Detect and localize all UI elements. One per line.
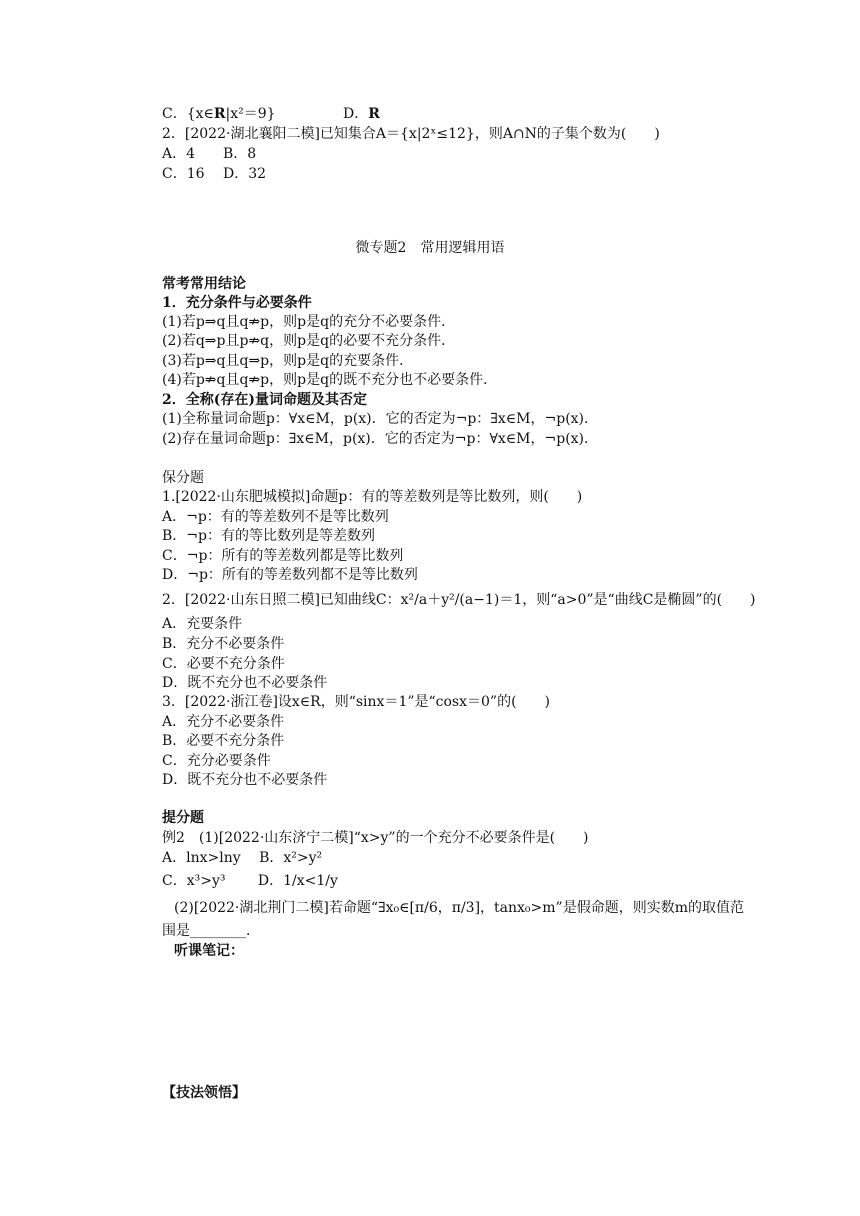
- option: C．充分必要条件: [162, 753, 271, 769]
- conclusion-item: (4)若p⇏q且q⇏p，则p是q的既不充分也不必要条件．: [162, 372, 498, 388]
- example-2-part-1: 例2 (1)[2022·山东济宁二模]“x>y”的一个充分不必要条件是( ): [162, 830, 589, 846]
- conclusions-sub2: 2．全称(存在)量词命题及其否定: [162, 392, 367, 408]
- option: B．必要不充分条件: [162, 733, 285, 749]
- example-2-part-2: (2)[2022·湖北荆门二模]若命题“∃x₀∈[π/6，π/3]，tanx₀>m”是假命题，则实数m的取值范: [174, 900, 744, 916]
- section-title: 微专题2 常用逻辑用语: [355, 240, 505, 256]
- option: B．充分不必要条件: [162, 636, 285, 652]
- conclusion-item: (3)若p⇒q且q⇒p，则p是q的充要条件．: [162, 353, 414, 369]
- example-2-part-2-cont: 围是________．: [162, 923, 260, 939]
- conclusions-heading: 常考常用结论: [162, 276, 246, 292]
- basic-question-3: 3．[2022·浙江卷]设x∈R，则“sinx＝1”是“cosx＝0”的( ): [162, 694, 551, 710]
- option: A．¬p：有的等差数列不是等比数列: [162, 509, 389, 525]
- basic-question-2: 2．[2022·山东日照二模]已知曲线C：x²/a＋y²/(a−1)＝1，则“a>0”是“曲线C是椭圆”的( ): [162, 592, 756, 608]
- option: C．必要不充分条件: [162, 656, 285, 672]
- option: B．¬p：有的等比数列是等差数列: [162, 528, 375, 544]
- conclusion-item: (1)全称量词命题p：∀x∈M，p(x)．它的否定为¬p：∃x∈M，¬p(x)．: [162, 411, 599, 427]
- conclusion-item: (2)若q⇒p且p⇏q，则p是q的必要不充分条件．: [162, 333, 456, 349]
- option: D．既不充分也不必要条件: [162, 675, 328, 691]
- question-2-set: 2．[2022·湖北襄阳二模]已知集合A＝{x|2ˣ≤12}，则A∩N的子集个数为( ): [162, 126, 660, 142]
- option: D．¬p：所有的等差数列都不是等比数列: [162, 567, 418, 583]
- option: D．既不充分也不必要条件: [162, 772, 328, 788]
- option: C．¬p：所有的等差数列都是等比数列: [162, 548, 404, 564]
- basic-heading: 保分题: [162, 470, 204, 486]
- example-options-cd: C．x³>y³ D．1/x<1/y: [162, 873, 338, 889]
- conclusions-sub1: 1．充分条件与必要条件: [162, 295, 312, 311]
- technique-insight-label: 【技法领悟】: [162, 1085, 246, 1101]
- basic-question-1: 1.[2022·山东肥城模拟]命题p：有的等差数列是等比数列，则( ): [162, 489, 583, 505]
- conclusion-item: (2)存在量词命题p：∃x∈M，p(x)．它的否定为¬p：∀x∈M，¬p(x)．: [162, 431, 599, 447]
- lecture-notes-label: 听课笔记：: [174, 943, 244, 959]
- option: A．充要条件: [162, 616, 243, 632]
- top-option-c: C．{x∈R|x²＝9}: [162, 106, 276, 122]
- question-2-options-ab: A．4 B．8: [162, 146, 257, 162]
- advanced-heading: 提分题: [162, 810, 204, 826]
- top-option-d: D．R: [343, 106, 380, 122]
- example-options-ab: A．lnx>lny B．x²>y²: [162, 850, 323, 866]
- conclusion-item: (1)若p⇒q且q⇏p，则p是q的充分不必要条件．: [162, 314, 456, 330]
- option: A．充分不必要条件: [162, 714, 285, 730]
- question-2-options-cd: C．16 D．32: [162, 166, 267, 182]
